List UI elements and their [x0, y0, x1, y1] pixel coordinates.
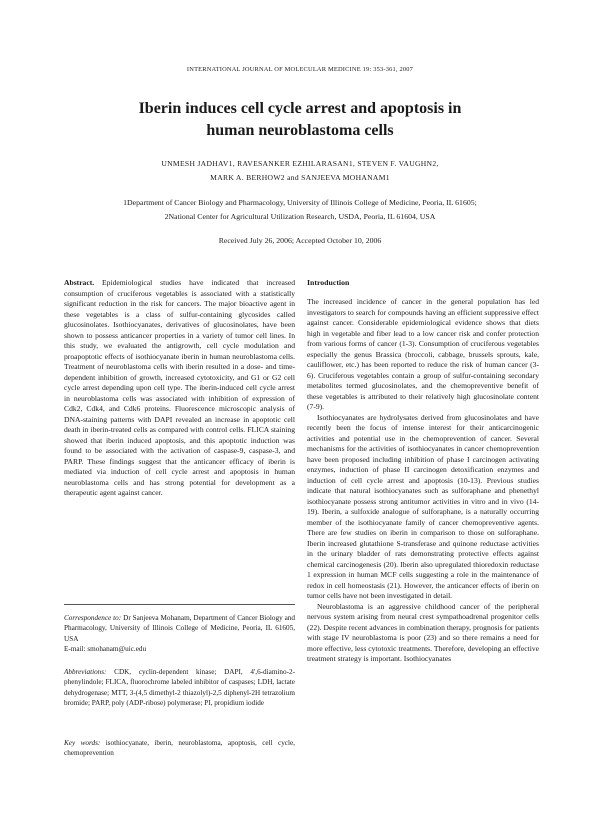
title-line: Iberin induces cell cycle arrest and apoptosis in [138, 100, 462, 117]
correspondence-note [64, 613, 295, 654]
received-dates: Received July 26, 2006; Accepted October 10, 2006 [218, 236, 382, 245]
abbreviations-text: CDK, cyclin-dependent kinase; DAPI, 4',6-diamino-2-phenylindole; FLICA, fluorochrome labeled inhibitor of caspases; LDH, lactate dehydrogenase; MTT, 3-(4,5 dimethyl-2 thiazolyl)-2,5 diphenyl-2H tetrazolium bromide; PARP, poly (ADP-ribose) polymerase; PI, propidium iodide [64, 668, 295, 707]
keywords-text: isothiocyanate, iberin, neuroblastoma, apoptosis, cell cycle, chemoprevention [64, 739, 295, 758]
abbreviations-note [64, 667, 295, 708]
title-line: human neuroblastoma cells [206, 122, 394, 139]
journal-header: INTERNATIONAL JOURNAL OF MOLECULAR MEDICINE 19: 353-361, 2007 [186, 66, 414, 73]
correspondence-label: Correspondence to: [64, 614, 122, 622]
paper-title [0, 98, 600, 142]
paragraph: Neuroblastoma is an aggressive childhood cancer of the peripheral nervous system arising from neural crest sympathoadrenal progenitor cells (22). Despite recent advances in combination therapy, prognosis for patients with stage IV neuroblastoma is poor (23) and so there remains a need for more effective, less cytotoxic treatments. Therefore, developing an effective treatment strategy is important. Isothiocyanates [307, 601, 539, 663]
author-list [0, 157, 600, 185]
keywords-note [64, 738, 295, 759]
footnote-divider [64, 604, 295, 605]
email: E-mail: smohanam@uic.edu [64, 644, 147, 653]
affiliation-line: 1Department of Cancer Biology and Pharmacology, University of Illinois College of Medicine, Peoria, IL 61605; [123, 198, 477, 207]
abbreviations-label: Abbreviations: [64, 668, 107, 676]
abstract [64, 278, 295, 499]
correspondence-text: Dr Sanjeeva Mohanam, Department of Cancer Biology and Pharmacology, University of Illinois College of Medicine, Peoria, IL 61605, USA [64, 614, 295, 643]
abstract-heading: Abstract. [64, 278, 95, 287]
paragraph: The increased incidence of cancer in the general population has led investigators to search for compounds having an efficient suppressive effect against cancer. Considerable epidemiological evidence shows that diets high in vegetable and fiber lead to a low cancer risk and confer protection from various forms of cancer (1-3). Consumption of cruciferous vegetables especially the genus Brassica (broccoli, cabbage, brussels sprouts, kale, cauliflower, etc.) has been reported to reduce the risk of human cancer (3-6). Cruciferous vegetables contain a group of sulfur-containing secondary metabolites termed glucosinolates, and the chemopreventive benefit of these vegetables is attributed to their relatively high glucosinolate content (7-9). [307, 297, 539, 411]
introduction-heading: Introduction [307, 278, 350, 287]
introduction-body [307, 297, 539, 665]
abstract-text: Epidemiological studies have indicated that increased consumption of cruciferous vegetables is associated with a statistically significant reduction in the risk for cancers. The major bioactive agent in these vegetables is a class of sulfur-containing glycosides called glucosinolates. Isothiocyanates, derivatives of glucosinolates, have been shown to possess anticancer properties in a variety of tumor cell lines. In this study, we evaluated the antigrowth, cell cycle modulation and proapoptotic effects of isothiocyanate iberin in human neuroblastoma cells. Treatment of neuroblastoma cells with iberin resulted in a dose- and time-dependent inhibition of growth, increased cytotoxicity, and G1 or G2 cell cycle arrest depending upon cell type. The iberin-induced cell cycle arrest in neuroblastoma cells was associated with inhibition of expression of Cdk2, Cdk4, and Cdk6 proteins. Fluorescence microscopic analysis of DNA-staining patterns with DAPI revealed an increase in apoptotic cell death in iberin-treated cells as compared with control cells. FLICA staining showed that iberin induced apoptosis, and this apoptotic induction was found to be associated with the activation of caspase-9, caspase-3, and PARP. These findings suggest that the anticancer efficacy of iberin is mediated via induction of cell cycle arrest and apoptosis in human neuroblastoma cells and has strong potential for development as a therapeutic agent against cancer. [64, 278, 295, 497]
affiliations [0, 196, 600, 224]
paragraph: Isothiocyanates are hydrolysates derived from glucosinolates and have recently been the focus of intense interest for their anticarcinogenic activities and potential use in the chemoprevention of cancer. Several mechanisms for the activities of isothiocyanates in cancer chemoprevention have been proposed including inhibition of phase I carcinogen activating enzymes, induction of phase II carcinogen detoxification enzymes and induction of cell cycle arrest and apoptosis (10-13). Previous studies indicate that natural isothiocyanates such as sulforaphane and phenethyl isothiocyanate possess strong antitumor activities in vitro and in vivo (14-19). Iberin, a sulfoxide analogue of sulforaphane, is a naturally occurring member of the isothiocyanate family of cancer chemopreventive agents. There are few studies on iberin in comparison to those on sulforaphane. Iberin increased glutathione S-transferase and quinone reductase activities in the urinary bladder of rats demonstrating protective effects against chemical carcinogenesis (20). Iberin also upregulated thioredoxin reductase 1 expression in human MCF cells suggesting a role in the maintenance of redox in cell homeostasis (21). However, the anticancer effects of iberin on tumor cells have not been investigated in detail. [307, 412, 539, 600]
author-line: UNMESH JADHAV1, RAVESANKER EZHILARASAN1, STEVEN F. VAUGHN2, [161, 159, 439, 168]
keywords-label: Key words: [64, 739, 101, 747]
author-line: MARK A. BERHOW2 and SANJEEVA MOHANAM1 [210, 173, 390, 182]
affiliation-line: 2National Center for Agricultural Utilization Research, USDA, Peoria, IL 61604, USA [164, 212, 436, 221]
